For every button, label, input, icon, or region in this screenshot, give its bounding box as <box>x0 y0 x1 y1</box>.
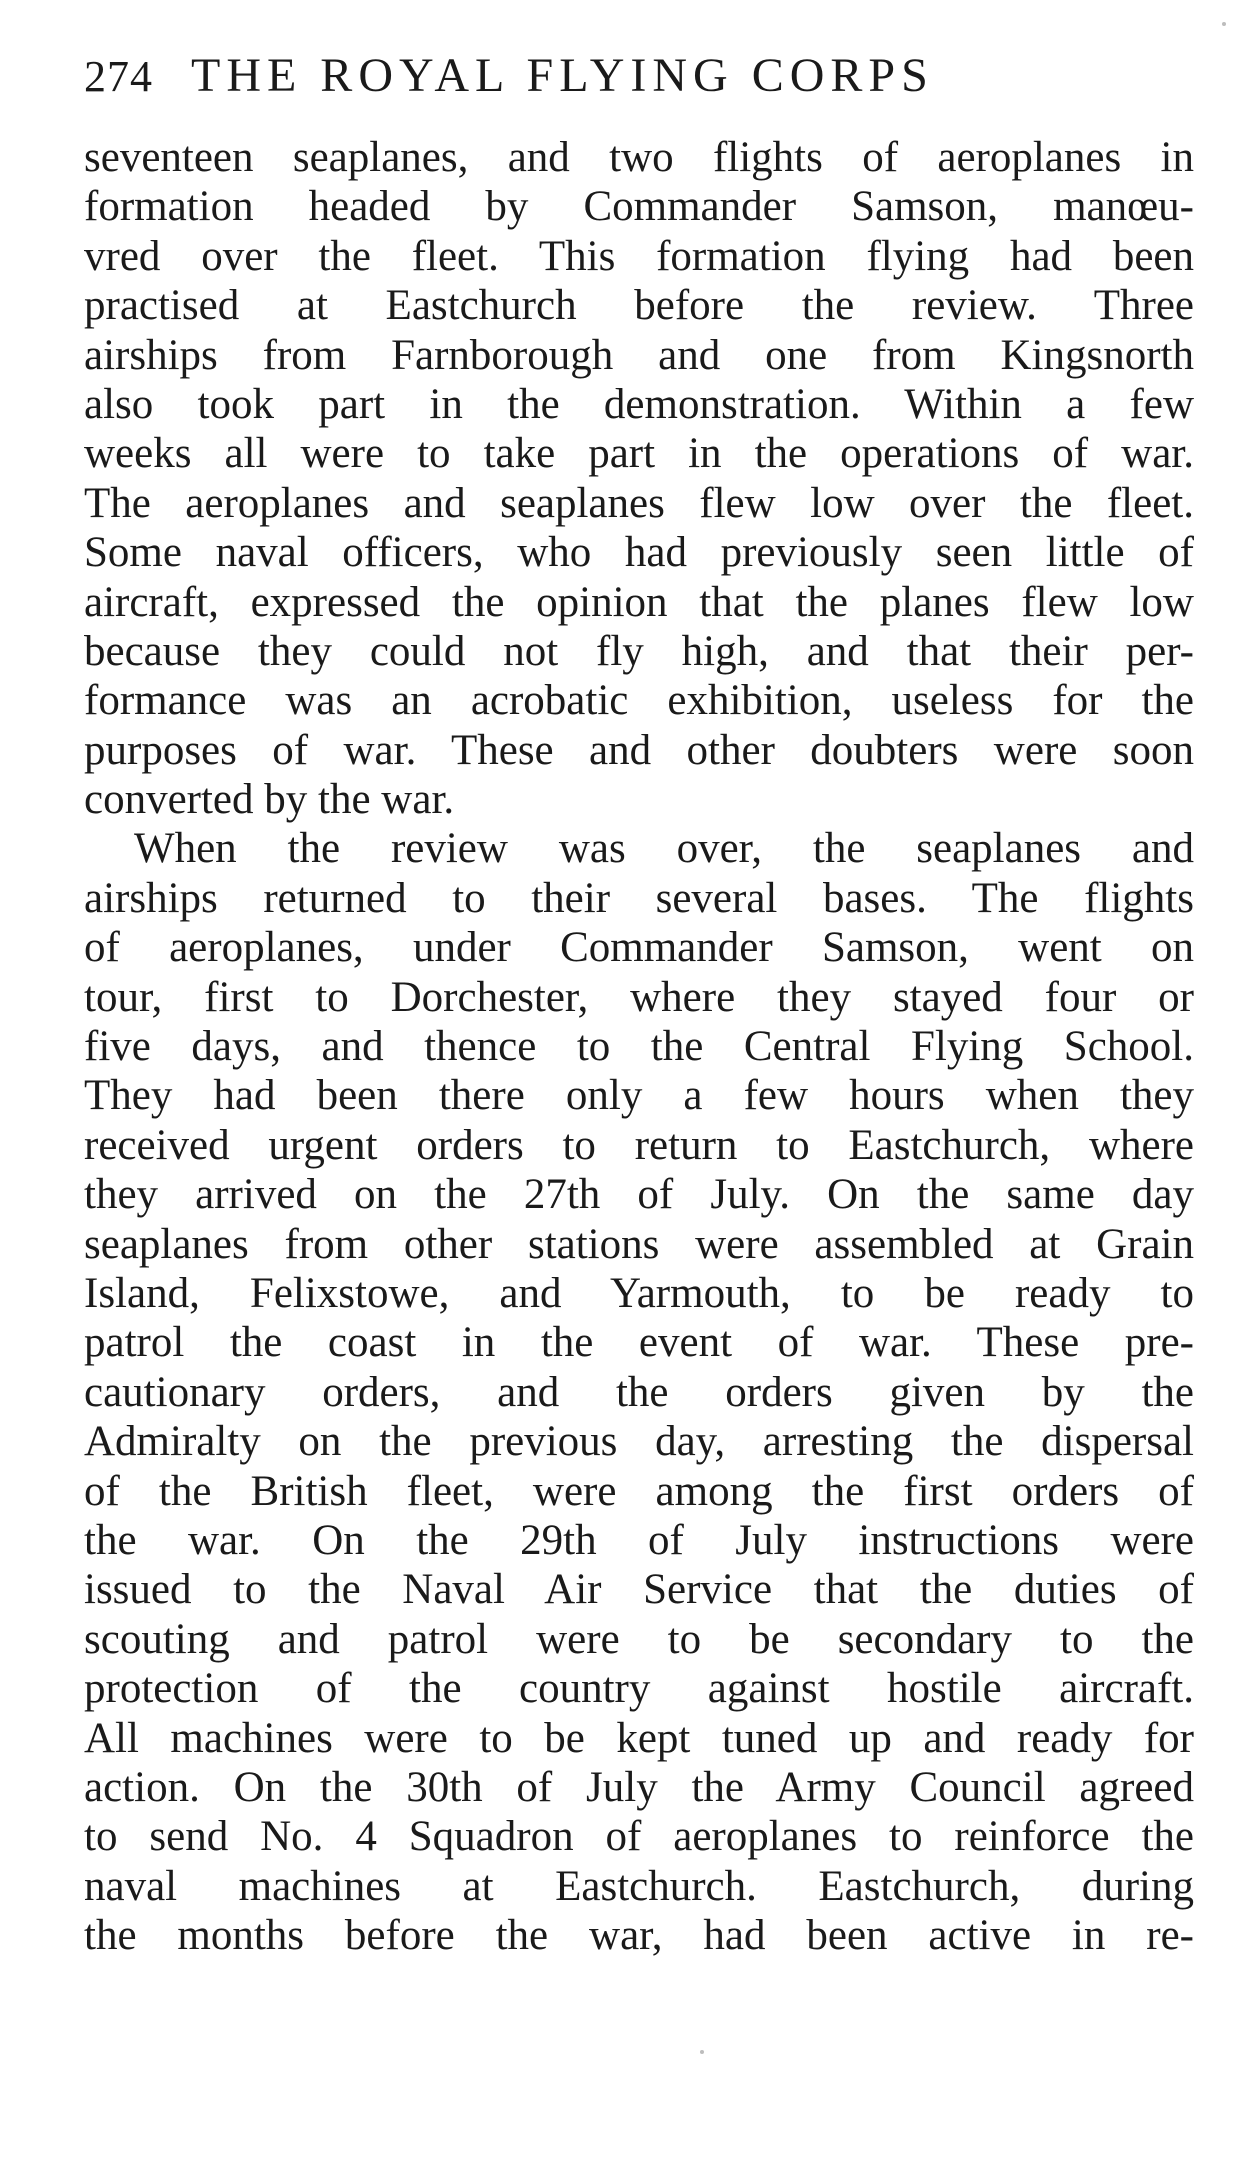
text-line: aircraft, expressed the opinion that the planes flew low <box>84 578 1194 626</box>
text-line: The aeroplanes and seaplanes flew low over the fleet. <box>84 479 1194 527</box>
text-line: scouting and patrol were to be secondary to the <box>84 1615 1194 1663</box>
text-line: formation headed by Commander Samson, manœu- <box>84 183 1194 231</box>
text-line: Admiralty on the previous day, arresting the dispersal <box>84 1418 1194 1466</box>
text-line: naval machines at Eastchurch. Eastchurch, during <box>84 1862 1194 1910</box>
text-line: vred over the fleet. This formation flying had been <box>84 232 1194 280</box>
text-line: also took part in the demonstration. Within a few <box>84 380 1194 428</box>
text-line: patrol the coast in the event of war. These pre- <box>84 1319 1194 1367</box>
page-number: 274 <box>84 52 153 101</box>
text-line: practised at Eastchurch before the review. Three <box>84 282 1194 330</box>
paper-speck <box>1222 22 1226 26</box>
body-text <box>84 133 1194 1960</box>
text-line: they arrived on the 27th of July. On the same day <box>84 1171 1194 1219</box>
text-line: All machines were to be kept tuned up and ready for <box>84 1714 1194 1762</box>
running-title: THE ROYAL FLYING CORPS <box>191 49 934 102</box>
paragraph-2 <box>84 824 1194 1960</box>
text-line: purposes of war. These and other doubters were soon <box>84 726 1194 774</box>
text-line: received urgent orders to return to Eastchurch, where <box>84 1121 1194 1169</box>
text-line: protection of the country against hostile aircraft. <box>84 1665 1194 1713</box>
text-line: When the review was over, the seaplanes and <box>134 825 1194 873</box>
text-line: of the British fleet, were among the first orders of <box>84 1467 1194 1515</box>
text-line: airships returned to their several bases. The flights <box>84 874 1194 922</box>
text-line: the months before the war, had been active in re- <box>84 1912 1194 1960</box>
text-line: seventeen seaplanes, and two flights of aeroplanes in <box>84 134 1194 181</box>
text-line: of aeroplanes, under Commander Samson, went on <box>84 924 1194 972</box>
text-line: tour, first to Dorchester, where they stayed four or <box>84 973 1194 1021</box>
text-line: five days, and thence to the Central Flying School. <box>84 1023 1194 1071</box>
text-line: formance was an acrobatic exhibition, useless for the <box>84 677 1194 725</box>
text-line: issued to the Naval Air Service that the duties of <box>84 1566 1194 1614</box>
running-head <box>84 48 1194 110</box>
text-line: airships from Farnborough and one from Kingsnorth <box>84 331 1194 379</box>
text-line: Some naval officers, who had previously seen little of <box>84 529 1194 577</box>
text-line: Island, Felixstowe, and Yarmouth, to be ready to <box>84 1269 1194 1317</box>
paragraph-1 <box>84 133 1194 824</box>
paper-speck <box>700 2050 704 2054</box>
text-line: action. On the 30th of July the Army Council agreed <box>84 1763 1194 1811</box>
text-line: the war. On the 29th of July instructions were <box>84 1516 1194 1564</box>
text-line: seaplanes from other stations were assembled at Grain <box>84 1220 1194 1268</box>
text-line: converted by the war. <box>84 776 455 824</box>
text-line: weeks all were to take part in the operations of war. <box>84 430 1194 478</box>
text-line: because they could not fly high, and that their per- <box>84 627 1194 675</box>
text-line: to send No. 4 Squadron of aeroplanes to reinforce the <box>84 1813 1194 1861</box>
text-line: They had been there only a few hours when they <box>84 1072 1194 1120</box>
text-line: cautionary orders, and the orders given by the <box>84 1368 1194 1416</box>
